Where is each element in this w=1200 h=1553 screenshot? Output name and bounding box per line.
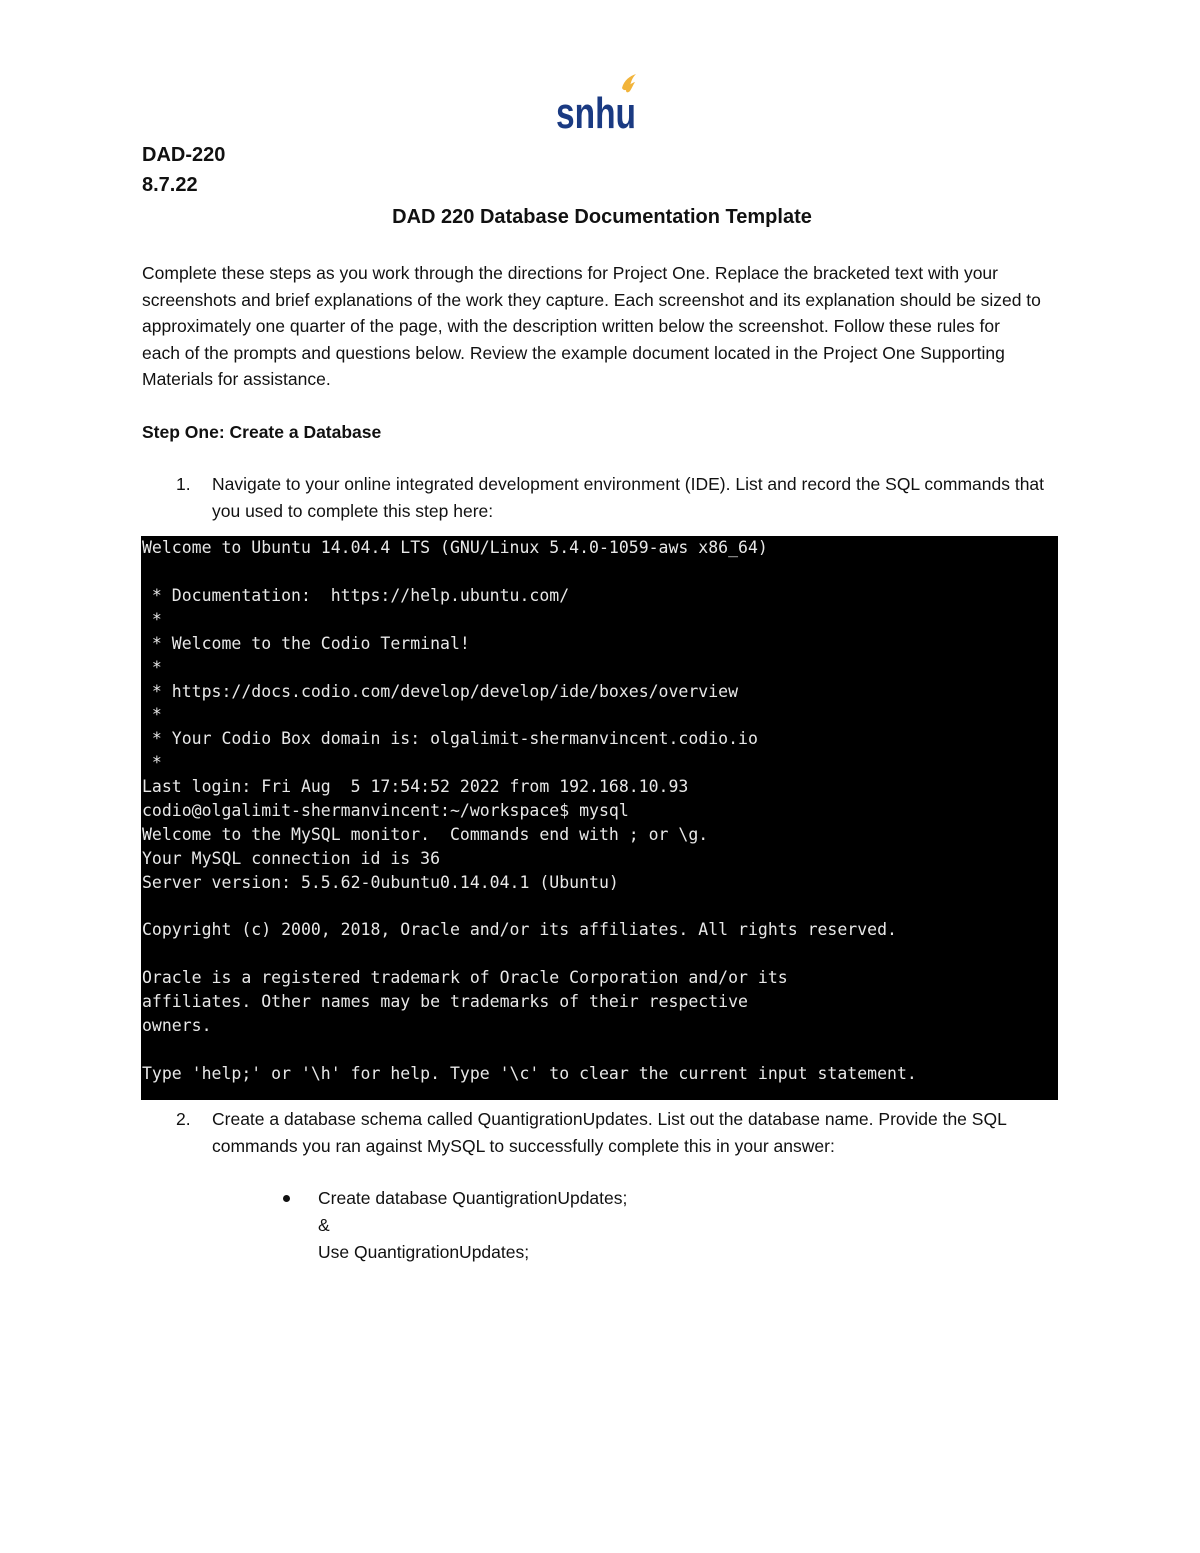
terminal-line: * Welcome to the Codio Terminal!	[142, 633, 470, 653]
list-item-text: Create a database schema called QuantigrationUpdates. List out the database name. Provide the SQL commands you ran against MySQL to successfully complete this in your answer:	[212, 1109, 1007, 1156]
terminal-line: Server version: 5.5.62-0ubuntu0.14.04.1 (Ubuntu)	[142, 872, 619, 892]
course-code: DAD-220	[142, 144, 226, 166]
terminal-line	[142, 560, 1058, 584]
terminal-line: Oracle is a registered trademark of Oracle Corporation and/or its	[142, 968, 788, 988]
terminal-line: Your MySQL connection id is 36	[142, 848, 441, 868]
sql-create-database: Create database QuantigrationUpdates;	[318, 1188, 628, 1209]
logo-wordmark: snhu	[556, 89, 636, 138]
document-date: 8.7.22	[142, 174, 198, 196]
document-body	[142, 140, 1062, 1265]
terminal-line	[142, 1038, 1058, 1062]
terminal-line: owners.	[142, 1015, 212, 1035]
terminal-line: Last login: Fri Aug 5 17:54:52 2022 from 192.168.10.93	[142, 777, 689, 797]
terminal-line: * Documentation: https://help.ubuntu.com/	[142, 585, 570, 605]
snhu-logo-graphic	[556, 72, 640, 138]
list-item-number: 1.	[176, 473, 191, 494]
sql-ampersand: &	[318, 1214, 330, 1235]
terminal-line: affiliates. Other names may be trademarks of their respective	[142, 992, 748, 1012]
answer-bullets	[142, 1185, 1062, 1265]
terminal-line: *	[142, 657, 162, 677]
terminal-line: *	[142, 753, 162, 773]
terminal-line	[142, 895, 1058, 919]
terminal-line: * Your Codio Box domain is: olgalimit-shermanvincent.codio.io	[142, 729, 758, 749]
terminal-screenshot	[141, 536, 1058, 1100]
terminal-line: Welcome to Ubuntu 14.04.4 LTS (GNU/Linux 5.4.0-1059-aws x86_64)	[142, 538, 768, 558]
terminal-line: *	[142, 609, 162, 629]
terminal-line: codio@olgalimit-shermanvincent:~/workspace$ mysql	[142, 800, 629, 820]
list-item	[142, 1185, 1062, 1265]
snhu-logo	[556, 72, 640, 138]
bullet-dot-icon	[283, 1195, 290, 1202]
step-one-list-continued	[142, 1106, 1062, 1159]
list-item-text: Navigate to your online integrated development environment (IDE). List and record the SQL commands that you used to complete this step here:	[212, 473, 1045, 521]
step-one-list	[142, 471, 1062, 524]
terminal-line: Type 'help;' or '\h' for help. Type '\c' to clear the current input statement.	[142, 1063, 917, 1083]
intro-paragraph: Complete these steps as you work through the directions for Project One. Replace the bracketed text with your screenshots and brief explanations of the work they capture. Each screenshot and its explanation should be sized to approximately one quarter of the page, with the description written below the screenshot. Follow these rules for each of the prompts and questions below. Review the example document located in the Project One Supporting Materials for assistance.	[142, 263, 1041, 390]
document-title: DAD 220 Database Documentation Template	[392, 206, 812, 228]
list-item-number: 2.	[176, 1109, 191, 1130]
terminal-line: Welcome to the MySQL monitor. Commands end with ; or \g.	[142, 824, 709, 844]
terminal-line	[142, 942, 1058, 966]
terminal-line: *	[142, 705, 162, 725]
list-item	[142, 471, 1062, 524]
terminal-line: Copyright (c) 2000, 2018, Oracle and/or its affiliates. All rights reserved.	[142, 920, 897, 940]
list-item	[142, 1106, 1062, 1159]
step-one-heading: Step One: Create a Database	[142, 421, 382, 442]
sql-use-database: Use QuantigrationUpdates;	[318, 1241, 530, 1262]
terminal-line: * https://docs.codio.com/develop/develop/ide/boxes/overview	[142, 681, 739, 701]
